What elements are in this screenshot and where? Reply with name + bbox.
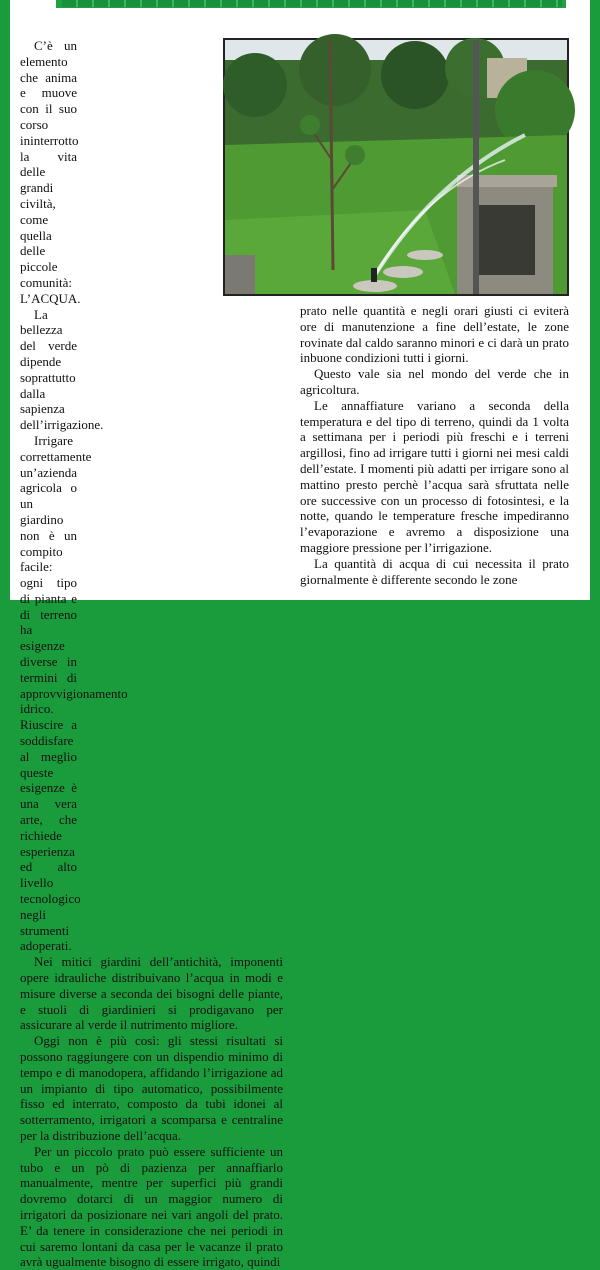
left-column — [20, 38, 283, 1270]
paragraph: Oggi non è più così: gli stessi risultati si possono raggiungere con un dispendio minimo di tempo e di manodopera, affidando l’irrigazione ad un impianto di tipo automatico, possibilmente fisso ed interrato, composto da tubi idonei al sotterramento, irrigatori a scomparsa e centraline per la distribuzione dell’acqua. — [20, 1033, 283, 1143]
paragraph: Per un piccolo prato può essere sufficiente un tubo e un pò di pazienza per annaffiarlo manualmente, mentre per superfici più grandi dovremo dotarci di un maggior numero di irrigatori da posizionare nei vari angoli del prato. E’ da tenere in considerazione che nei periodi in cui saremo lontani da casa per le vacanze il prato avrà ugualmente bisogno di essere irrigato, quindi — [20, 1143, 283, 1270]
paragraph: La bellezza del verde dipende soprattutto dalla sapienza dell’irrigazione. — [20, 306, 104, 433]
paragraph: prato nelle quantità e negli orari giusti ci eviterà ore di manutenzione a fine dell’estate, le zone rovinate dal caldo saranno minori e ci darà un prato inbuone condizioni tutti i giorni. — [300, 303, 569, 366]
page — [10, 0, 590, 1270]
paragraph: Le annaffiature variano a seconda della temperatura e del tipo di terreno, quindi da 1 volta a settimana per i periodi più freschi e i terreni argillosi, fino ad irrigare tutti i giorni nei mesi caldi dell’estate. I momenti più adatti per irrigare sono al mattino presto perchè l’acqua sarà sfruttata nelle ore successive con un processo di fotosintesi, e la notte, quando le temperature fresche impediranno l’evaporazione e avremo a disposizione una maggiore pressione per l’irrigazione. — [300, 397, 569, 555]
header-band-pattern — [62, 0, 562, 7]
right-column — [300, 303, 569, 587]
paragraph: Questo vale sia nel mondo del verde che in agricoltura. — [300, 366, 569, 397]
paragraph: Irrigare correttamente un’azienda agricola o un giardino non è un compito facile: ogni tipo di pianta e di terreno ha esigenze diverse in termini di approvvigionamento idrico. Riuscire a soddisfare al meglio queste esigenze è una vera arte, che richiede esperienza ed alto livello tecnologico negli strumenti adoperati. — [20, 432, 128, 954]
paragraph: Nei mitici giardini dell’antichità, imponenti opere idrauliche distribuivano l’acqua in modi e misure diverse a seconda dei bisogni delle piante, e stuoli di giardinieri si prodigavano per assicurare al verde il nutrimento migliore. — [20, 954, 283, 1033]
paragraph: La quantità di acqua di cui necessita il prato giornalmente è differente secondo le zone — [300, 555, 569, 587]
paragraph: C’è un elemento che anima e muove con il suo corso ininterrotto la vita delle grandi civiltà, come quella delle piccole comunità: L’ACQUA. — [20, 38, 81, 306]
